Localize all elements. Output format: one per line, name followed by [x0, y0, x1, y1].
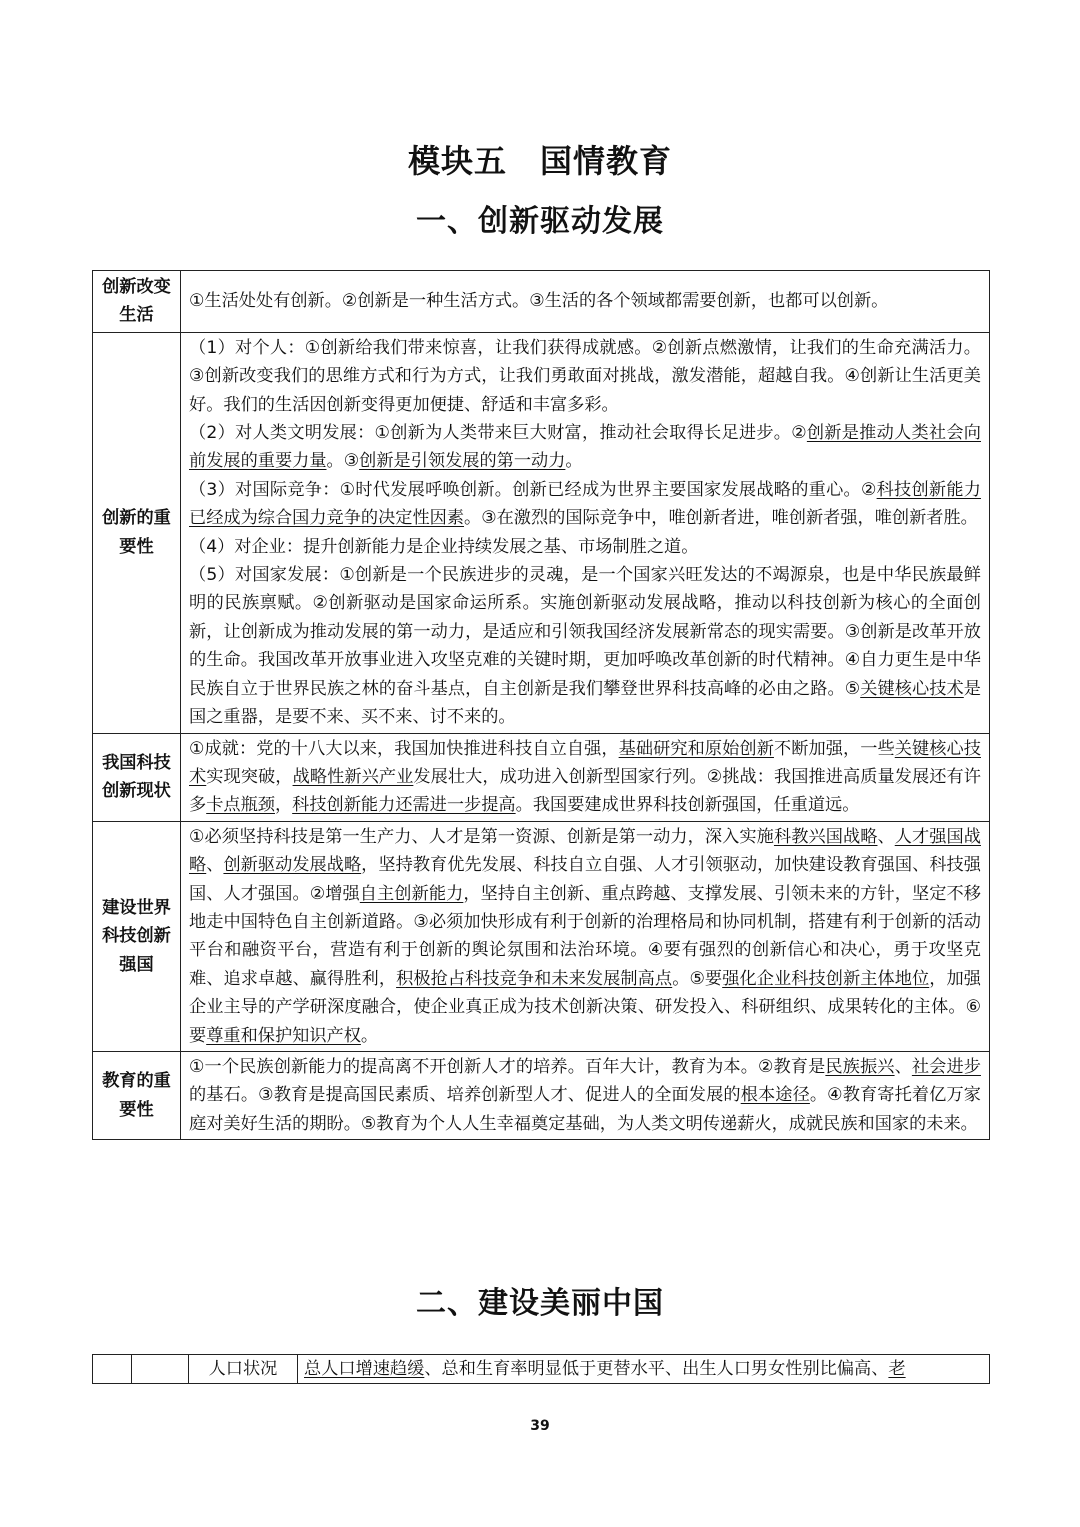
underlined-key-phrase: 积极抢占科技竞争和未来发展制高点	[396, 968, 673, 989]
row-key: 我国科技创新现状	[93, 733, 181, 821]
text-span: 、	[877, 826, 895, 847]
content-paragraph	[189, 287, 981, 315]
row-content	[181, 821, 990, 1051]
text-span: 发展壮大，成功进入创新型国家行列。②挑战：我国推进高质量发展还有许多	[189, 766, 981, 816]
content-paragraph	[189, 476, 981, 533]
underlined-key-phrase: 关键核心技术	[189, 738, 981, 787]
underlined-key-phrase: 科教兴国战略	[773, 826, 878, 847]
table-row	[93, 271, 990, 333]
text-span: ①生活处处有创新。②创新是一种生活方式。③生活的各个领域都需要创新，也都可以创新。	[189, 291, 889, 312]
text-span: 。③在激烈的国际竞争中，唯创新者进，唯创新者强，唯创新者胜。	[464, 508, 978, 529]
module-title: 模块五 国情教育	[407, 142, 672, 180]
content-paragraph	[189, 334, 981, 419]
row-key: 创新改变生活	[93, 271, 181, 333]
text-span: ①必须坚持科技是第一生产力、人才是第一资源、创新是第一动力，深入实施	[189, 826, 774, 847]
section-1-title: 一、创新驱动发展	[416, 204, 664, 239]
text-span: （5）对国家发展：①创新是一个民族进步的灵魂，是一个国家兴旺发达的不竭源泉，也是中华民族最鲜明的民族禀赋。②创新驱动是国家命运所系。实施创新驱动发展战略，推动以科技创新为核心的全面创新，让创新成为推动发展的第一动力，是适应和引领我国经济发展新常态的现实需要。③创新是改革开放的生命。我国改革开放事业进入攻坚克难的关键时期，更加呼唤改革创新的时代精神。④自力更生是中华民族自立于世界民族之林的奋斗基点，自主创新是我们攀登世界科技高峰的必由之路。⑤	[189, 565, 981, 699]
table-row	[93, 1051, 990, 1139]
text-span: 。④教育寄托着亿万家庭对美好生活的期盼。⑤教育为个人人生幸福奠定基础，为人类文明传递薪火，成就民族和国家的未来。	[189, 1085, 981, 1134]
underlined-key-phrase: 科技创新能力已经成为综合国力竞争的决定性因素	[189, 479, 981, 529]
underlined-key-phrase: 创新驱动发展战略	[223, 855, 362, 876]
text-span: ，加强企业主导的产学研深度融合，使企业真正成为技术创新决策、研发投入、科研组织、成果转化的主体。⑥要	[189, 968, 981, 1046]
beautiful-china-table	[92, 1354, 990, 1384]
row-key: 创新的重要性	[93, 332, 181, 733]
text-span: 、	[206, 855, 224, 876]
underlined-key-phrase: 老	[888, 1359, 906, 1379]
table-row	[93, 733, 990, 821]
row-content	[181, 271, 990, 333]
underlined-key-phrase: 社会进步	[911, 1056, 981, 1077]
text-span: ①一个民族创新能力的提高离不开创新人才的培养。百年大计，教育为本。②教育是	[189, 1056, 826, 1077]
text-span: ，	[274, 795, 293, 816]
row-content	[181, 733, 990, 821]
page-number: 39	[530, 1418, 550, 1434]
text-span: 实现突破，	[206, 766, 293, 787]
text-span: ，坚持教育优先发展、科技自立自强、人才引领驱动，加快建设教育强国、科技强国、人才强国。②增强	[189, 855, 981, 904]
content-paragraph	[189, 1053, 981, 1138]
content-paragraph	[189, 533, 981, 561]
text-span: （4）对企业：提升创新能力是企业持续发展之基、市场制胜之道。	[189, 536, 699, 557]
innovation-table	[92, 270, 990, 1140]
text-span: 。	[360, 1025, 379, 1046]
row-key: 建设世界科技创新强国	[93, 821, 181, 1051]
text-span: ，坚持自主创新、重点跨越、支撑发展、引领未来的方针，坚定不移地走中国特色自主创新道路。③必须加快形成有利于创新的治理格局和协同机制，搭建有利于创新的活动平台和融资平台，营造有利于创新的舆论氛围和法治环境。④要有强烈的创新信心和决心，勇于攻坚克难、追求卓越、赢得胜利，	[189, 883, 981, 989]
table-row	[93, 332, 990, 733]
underlined-key-phrase: 根本途径	[740, 1085, 810, 1106]
underlined-key-phrase: 创新是引领发展的第一动力	[359, 451, 566, 472]
underlined-key-phrase: 尊重和保护知识产权	[206, 1025, 361, 1046]
text-span: 是国之重器，是要不来、买不来、讨不来的。	[189, 678, 981, 728]
underlined-key-phrase: 创新是推动人类社会向前发展的重要力量	[189, 423, 981, 472]
underlined-key-phrase: 科技创新能力还需进一步提高	[292, 795, 516, 816]
text-span: 、总和生育率明显低于更替水平、出生人口男女性别比偏高、	[424, 1359, 889, 1379]
text-span: （2）对人类文明发展：①创新为人类带来巨大财富，推动社会取得长足进步。②	[189, 423, 807, 444]
content-paragraph	[189, 735, 981, 820]
text-span: 。	[565, 451, 583, 472]
text-span: （3）对国际竞争：①时代发展呼唤创新。创新已经成为世界主要国家发展战略的重心。②	[189, 479, 877, 500]
content-paragraph	[189, 419, 981, 476]
row-key: 教育的重要性	[93, 1051, 181, 1139]
table-cell-empty	[93, 1355, 132, 1384]
row-content	[181, 332, 990, 733]
underlined-key-phrase: 卡点瓶颈	[206, 795, 275, 816]
underlined-key-phrase: 民族振兴	[825, 1056, 895, 1077]
row-content-population	[298, 1355, 990, 1384]
underlined-key-phrase: 人才强国战略	[189, 826, 981, 876]
underlined-key-phrase: 强化企业科技创新主体地位	[722, 968, 930, 989]
content-paragraph	[189, 823, 981, 1050]
underlined-key-phrase: 关键核心技术	[860, 678, 964, 699]
text-span: 。③	[326, 451, 360, 472]
text-span: 。我国要建成世界科技创新强国，任重道远。	[515, 795, 860, 816]
row-label-population: 人口状况	[189, 1355, 298, 1384]
text-span: 。⑤要	[672, 968, 723, 989]
text-span: 、	[894, 1056, 912, 1077]
text-span: 不断加强，一些	[773, 738, 895, 759]
section-2-title: 二、建设美丽中国	[416, 1286, 664, 1321]
underlined-key-phrase: 自主创新能力	[359, 883, 464, 904]
text-span: （1）对个人：①创新给我们带来惊喜，让我们获得成就感。②创新点燃激情，让我们的生命充满活力。③创新改变我们的思维方式和行为方式，让我们勇敢面对挑战，激发潜能，超越自我。④创新让生活更美好。我们的生活因创新变得更加便捷、舒适和丰富多彩。	[189, 337, 981, 415]
text-span: ①成就：党的十八大以来，我国加快推进科技自立自强，	[189, 738, 619, 759]
table-row	[93, 821, 990, 1051]
row-content	[181, 1051, 990, 1139]
text-span: 的基石。③教育是提高国民素质、培养创新型人才、促进人的全面发展的	[189, 1085, 741, 1106]
table-cell-empty	[132, 1355, 189, 1384]
underlined-key-phrase: 总人口增速趋缓	[304, 1359, 425, 1379]
content-paragraph	[189, 561, 981, 731]
underlined-key-phrase: 战略性新兴产业	[292, 766, 414, 787]
table-row	[93, 1355, 990, 1384]
underlined-key-phrase: 基础研究和原始创新	[618, 738, 774, 759]
